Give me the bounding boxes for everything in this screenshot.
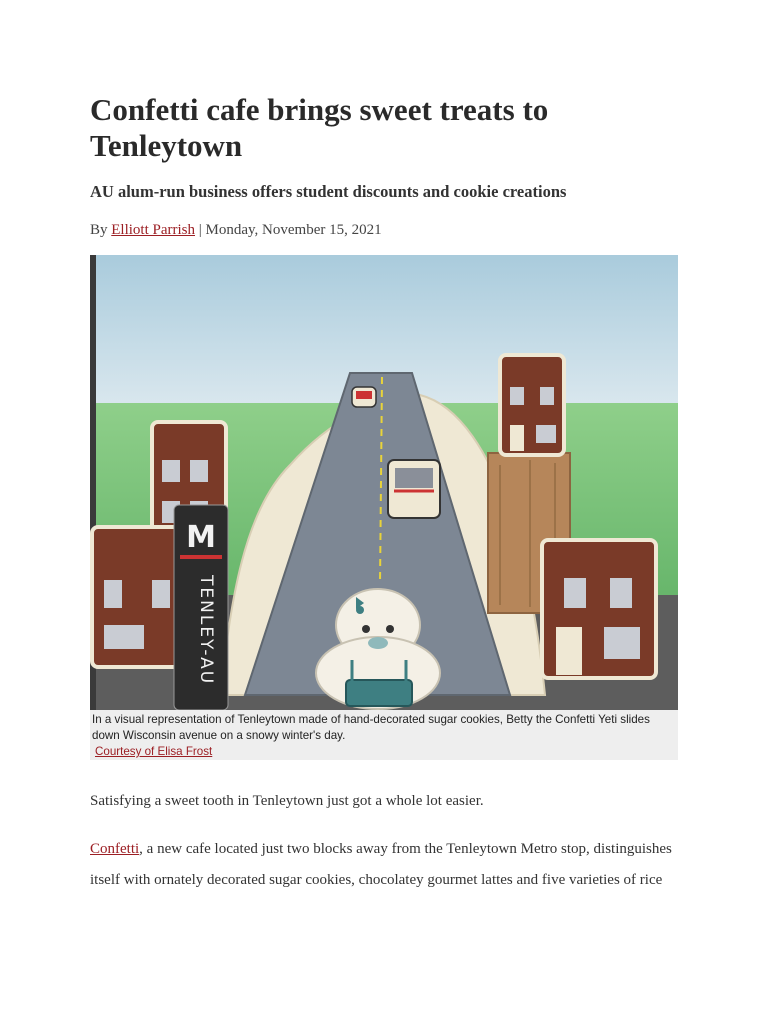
caption-text: In a visual representation of Tenleytown made of hand-decorated sugar cookies, Betty the Confetti Yeti slides down Wisconsin avenue on a snowy winter's day.	[92, 713, 650, 742]
paragraph-2-text: , a new cafe located just two blocks away from the Tenleytown Metro stop, distinguishes itself with ornately decorated sugar cookies, chocolatey gourmet lattes and five varieties of rice	[90, 841, 672, 888]
publish-date: Monday, November 15, 2021	[205, 222, 382, 238]
author-link[interactable]: Elliott Parrish	[111, 222, 196, 238]
article-subtitle: AU alum-run business offers student discounts and cookie creations	[90, 182, 567, 201]
confetti-link[interactable]: Confetti	[90, 841, 140, 857]
metro-letter: M	[186, 520, 216, 555]
byline-prefix: By	[90, 222, 112, 238]
metro-sign-text: TENLEY-AU	[196, 575, 216, 686]
body-paragraph-1: Satisfying a sweet tooth in Tenleytown just got a whole lot easier.	[90, 793, 484, 809]
article-photo	[90, 255, 678, 710]
body-paragraph-2	[90, 834, 690, 896]
byline-separator: |	[195, 222, 206, 238]
cookie-diorama-illustration	[90, 255, 678, 710]
photo-credit-link[interactable]: Courtesy of Elisa Frost	[95, 745, 213, 758]
photo-caption	[90, 710, 678, 760]
byline	[90, 220, 382, 240]
article-title: Confetti cafe brings sweet treats to Tenleytown	[90, 92, 549, 163]
